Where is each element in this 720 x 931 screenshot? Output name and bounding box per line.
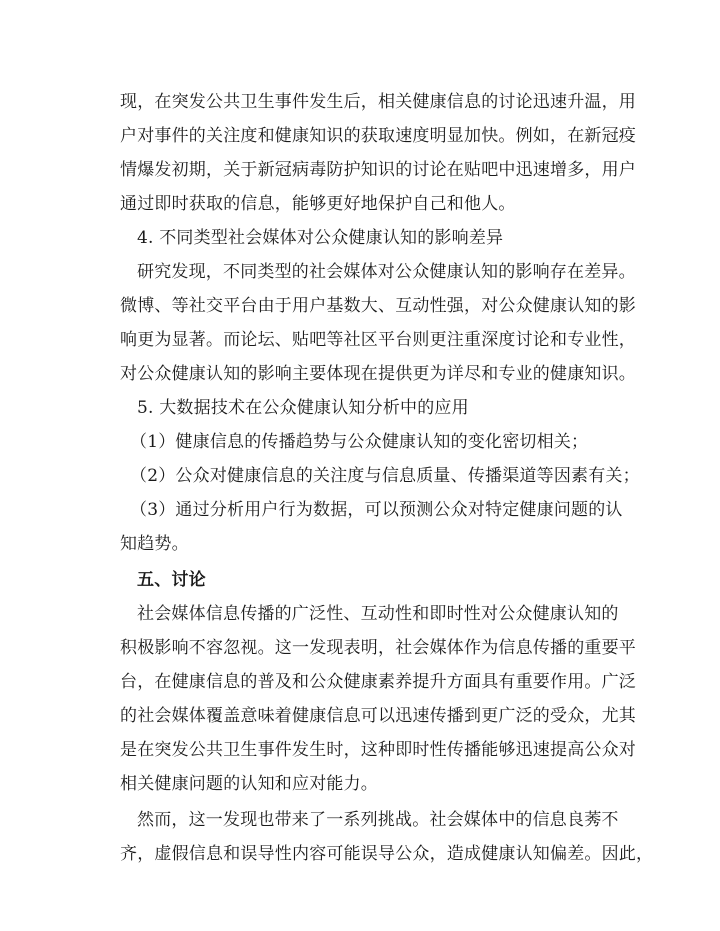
text-line: 然而，这一发现也带来了一系列挑战。社会媒体中的信息良莠不 — [137, 810, 619, 830]
text-line: 户对事件的关注度和健康知识的获取速度明显加快。例如，在新冠疫 — [120, 126, 636, 146]
text-line: 对公众健康认知的影响主要体现在提供更为详尽和专业的健康知识。 — [120, 364, 636, 384]
text-line: 是在突发公共卫生事件发生时，这种即时性传播能够迅速提高公众对 — [120, 740, 636, 760]
text-line: 社会媒体信息传播的广泛性、互动性和即时性对公众健康认知的 — [137, 604, 619, 624]
list-item: 知趋势。 — [120, 534, 189, 554]
section-heading: 4. 不同类型社会媒体对公众健康认知的影响差异 — [137, 228, 504, 248]
text-line: 情爆发初期，关于新冠病毒防护知识的讨论在贴吧中迅速增多，用户 — [120, 160, 636, 180]
text-line: 台，在健康信息的普及和公众健康素养提升方面具有重要作用。广泛 — [120, 672, 636, 692]
section-heading: 5. 大数据技术在公众健康认知分析中的应用 — [137, 398, 469, 418]
discussion-heading: 五、讨论 — [137, 570, 206, 590]
list-item: （2）公众对健康信息的关注度与信息质量、传播渠道等因素有关； — [130, 466, 640, 486]
list-item: （1）健康信息的传播趋势与公众健康认知的变化密切相关； — [130, 432, 589, 452]
text-line: 研究发现，不同类型的社会媒体对公众健康认知的影响存在差异。 — [137, 262, 636, 282]
text-line: 齐，虚假信息和误导性内容可能误导公众，造成健康认知偏差。因此， — [120, 844, 654, 864]
list-item: （3）通过分析用户行为数据，可以预测公众对特定健康问题的认 — [130, 500, 623, 520]
text-line: 相关健康问题的认知和应对能力。 — [120, 774, 378, 794]
text-line: 响更为显著。而论坛、贴吧等社区平台则更注重深度讨论和专业性， — [120, 330, 636, 350]
text-line: 积极影响不容忽视。这一发现表明，社会媒体作为信息传播的重要平 — [120, 638, 636, 658]
text-line: 现，在突发公共卫生事件发生后，相关健康信息的讨论迅速升温，用 — [120, 92, 636, 112]
text-line: 微博、等社交平台由于用户基数大、互动性强，对公众健康认知的影 — [120, 296, 636, 316]
text-line: 通过即时获取的信息，能够更好地保护自己和他人。 — [120, 194, 516, 214]
text-line: 的社会媒体覆盖意味着健康信息可以迅速传播到更广泛的受众，尤其 — [120, 706, 636, 726]
